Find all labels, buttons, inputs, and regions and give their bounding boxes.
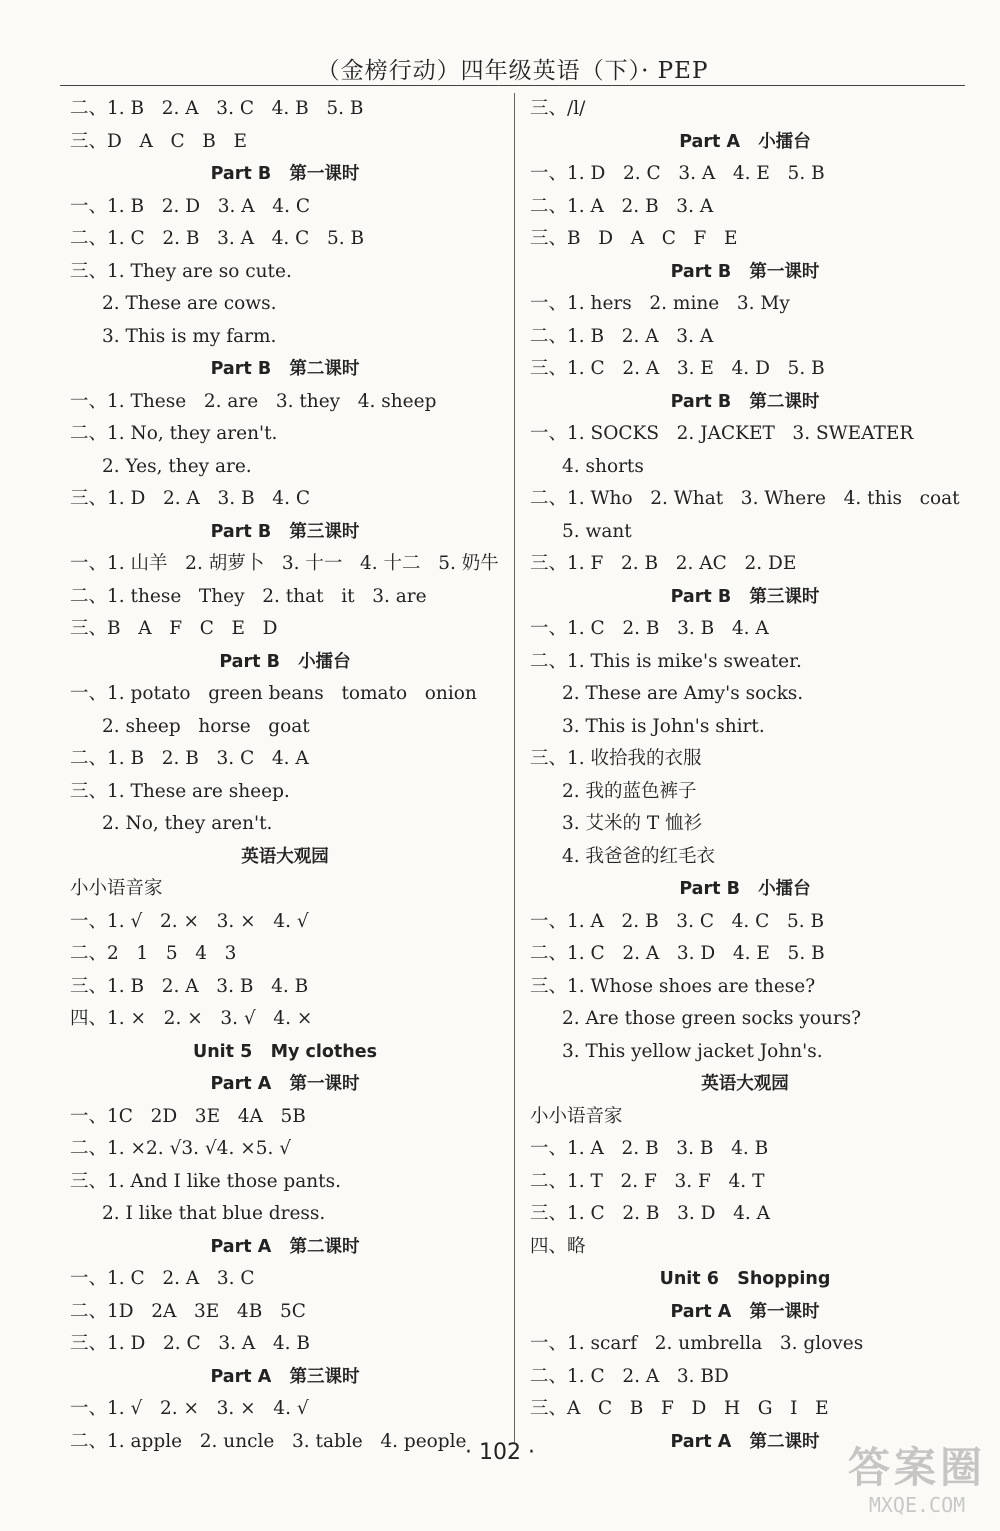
watermark-url: MXQE.COM	[868, 1493, 966, 1517]
answer-line: 一、1. scarf 2. umbrella 3. gloves	[530, 1333, 864, 1354]
answer-line: 二、1. B 2. A 3. C 4. B 5. B	[70, 98, 364, 119]
right-answer-column	[530, 93, 960, 1458]
answer-line: 三、1. 收拾我的衣服	[530, 748, 702, 769]
answer-line: 三、1. C 2. A 3. E 4. D 5. B	[530, 358, 825, 379]
answer-line: 四、1. × 2. × 3. √ 4. ×	[70, 1008, 313, 1029]
answer-line: 3. This is John's shirt.	[562, 715, 765, 737]
section-heading: Part B 第三课时	[210, 521, 360, 542]
answer-line: 2. sheep horse goat	[102, 715, 310, 737]
answer-line: 3. This is my farm.	[102, 325, 277, 347]
answer-line: 三、A C B F D H G I E	[530, 1398, 829, 1419]
section-heading: Part B 第二课时	[210, 359, 360, 379]
section-heading: Part B 第一课时	[670, 261, 820, 282]
answer-line: 二、1. C 2. B 3. A 4. C 5. B	[70, 228, 365, 249]
answer-line: 一、1. A 2. B 3. C 4. C 5. B	[530, 910, 825, 932]
answer-line: 二、1. B 2. B 3. C 4. A	[70, 748, 309, 769]
answer-line: 一、1. D 2. C 3. A 4. E 5. B	[530, 163, 825, 184]
section-heading: Part B 第三课时	[670, 586, 820, 607]
answer-line: 二、1. ×2. √3. √4. ×5. √	[70, 1138, 292, 1159]
section-heading: Part B 第二课时	[670, 391, 820, 412]
page-number: · 102 ·	[465, 1440, 535, 1465]
section-heading: 英语大观园	[701, 1074, 789, 1094]
answer-line: 四、略	[530, 1235, 586, 1257]
answer-line: 三、B D A C F E	[530, 228, 738, 249]
answer-line: 二、1. No, they aren't.	[70, 423, 278, 444]
answer-line: 2. Yes, they are.	[102, 455, 252, 477]
section-heading: Part A 小擂台	[679, 131, 811, 152]
answer-line: 2. Are those green socks yours?	[562, 1008, 862, 1029]
answer-line: 二、1. This is mike's sweater.	[530, 650, 802, 672]
answer-line: 小小语音家	[70, 878, 163, 899]
answer-line: 3. 艾米的 T 恤衫	[562, 813, 703, 834]
answer-line: 二、1D 2A 3E 4B 5C	[70, 1300, 306, 1322]
watermark-text: 答案圈	[847, 1443, 986, 1492]
section-heading: 英语大观园	[241, 846, 329, 867]
answer-line: 一、1. C 2. B 3. B 4. A	[530, 618, 769, 639]
answer-line: 2. I like that blue dress.	[102, 1203, 326, 1224]
answer-line: 一、1. SOCKS 2. JACKET 3. SWEATER	[530, 423, 914, 444]
answer-line: 二、1. A 2. B 3. A	[530, 195, 714, 217]
answer-line: 小小语音家	[530, 1105, 623, 1127]
section-heading: Part A 第一课时	[210, 1074, 360, 1094]
answer-line: 二、2 1 5 4 3	[70, 943, 237, 964]
answer-line: 二、1. C 2. A 3. D 4. E 5. B	[530, 943, 825, 964]
answer-line: 4. shorts	[562, 455, 644, 477]
answer-line: 二、1. these They 2. that it 3. are	[70, 585, 427, 607]
page-header: （金榜行动）四年级英语（下）· PEP	[316, 58, 709, 84]
section-heading: Unit 5 My clothes	[193, 1041, 377, 1062]
answer-line: 三、1. F 2. B 2. AC 2. DE	[530, 553, 797, 574]
answer-line: 一、1. 山羊 2. 胡萝卜 3. 十一 4. 十二 5. 奶牛	[70, 553, 499, 574]
column-divider	[514, 93, 515, 1443]
answer-line: 一、1. These 2. are 3. they 4. sheep	[70, 390, 437, 412]
answer-line: 三、1. And I like those pants.	[70, 1170, 341, 1192]
section-heading: Part B 小擂台	[219, 651, 351, 672]
answer-line: 三、1. B 2. A 3. B 4. B	[70, 975, 309, 997]
answer-line: 三、/l/	[530, 98, 586, 119]
answer-line: 二、1. apple 2. uncle 3. table 4. people	[70, 1430, 467, 1452]
answer-line: 一、1. potato green beans tomato onion	[70, 683, 477, 704]
answer-line: 二、1. B 2. A 3. A	[530, 325, 714, 347]
section-heading: Part A 第二课时	[670, 1431, 820, 1452]
section-heading: Unit 6 Shopping	[659, 1269, 831, 1289]
answer-line: 三、1. D 2. A 3. B 4. C	[70, 488, 310, 509]
section-heading: Part B 小擂台	[679, 879, 811, 899]
answer-line: 三、1. C 2. B 3. D 4. A	[530, 1203, 770, 1224]
answer-line: 三、1. D 2. C 3. A 4. B	[70, 1333, 310, 1354]
answer-line: 一、1. C 2. A 3. C	[70, 1268, 255, 1289]
answer-line: 三、1. These are sheep.	[70, 780, 290, 802]
section-heading: Part A 第一课时	[670, 1301, 820, 1322]
answer-line: 三、D A C B E	[70, 130, 248, 152]
answer-line: 2. No, they aren't.	[102, 813, 273, 834]
left-answer-column	[70, 93, 500, 1458]
section-heading: Part A 第三课时	[210, 1366, 360, 1387]
answer-line: 二、1. Who 2. What 3. Where 4. this coat	[530, 488, 960, 509]
answer-line: 一、1. hers 2. mine 3. My	[530, 293, 790, 314]
answer-line: 2. These are cows.	[102, 293, 277, 314]
answer-line: 一、1. A 2. B 3. B 4. B	[530, 1138, 769, 1159]
watermark-logo	[842, 1443, 992, 1525]
header-rule	[60, 85, 965, 86]
answer-line: 一、1. √ 2. × 3. × 4. √	[70, 910, 309, 932]
answer-line: 三、1. They are so cute.	[70, 260, 292, 282]
answer-line: 一、1. √ 2. × 3. × 4. √	[70, 1398, 309, 1419]
answer-line: 3. This yellow jacket John's.	[562, 1040, 823, 1062]
answer-line: 二、1. C 2. A 3. BD	[530, 1365, 729, 1387]
section-heading: Part B 第一课时	[210, 164, 360, 184]
section-heading: Part A 第二课时	[210, 1236, 360, 1257]
answer-line: 2. These are Amy's socks.	[562, 683, 804, 704]
answer-line: 2. 我的蓝色裤子	[562, 780, 697, 802]
answer-line: 三、1. Whose shoes are these?	[530, 975, 816, 997]
answer-line: 三、B A F C E D	[70, 618, 278, 639]
answer-line: 一、1. B 2. D 3. A 4. C	[70, 195, 310, 217]
answer-line: 一、1C 2D 3E 4A 5B	[70, 1105, 306, 1127]
answer-line: 二、1. T 2. F 3. F 4. T	[530, 1170, 765, 1192]
answer-line: 4. 我爸爸的红毛衣	[562, 845, 716, 867]
answer-line: 5. want	[562, 520, 632, 542]
